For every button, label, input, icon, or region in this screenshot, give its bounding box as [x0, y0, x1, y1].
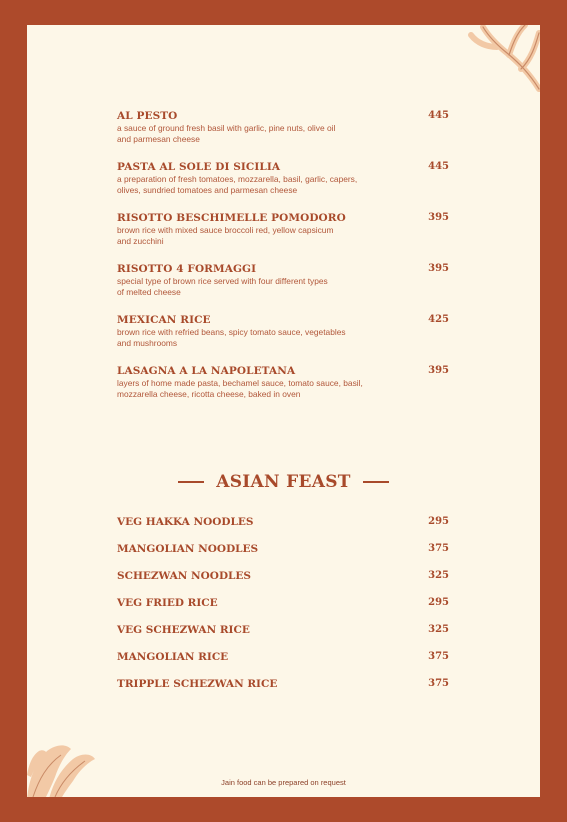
menu-item: [117, 596, 449, 610]
menu-item: [117, 677, 449, 691]
menu-item: [117, 542, 449, 556]
item-description: a preparation of fresh tomatoes, mozzarella, basil, garlic, capers,: [117, 174, 358, 184]
heading-divider: [178, 481, 204, 483]
menu-item: [117, 109, 449, 145]
item-description: brown rice with refried beans, spicy tomato sauce, vegetables: [117, 327, 346, 337]
item-price: 395: [428, 365, 449, 376]
item-description: brown rice with mixed sauce broccoli red, yellow capsicum: [117, 225, 334, 235]
item-name: MEXICAN RICE: [117, 314, 211, 326]
item-name: MANGOLIAN RICE: [117, 651, 229, 663]
item-name: VEG HAKKA NOODLES: [117, 516, 254, 528]
item-price: 375: [428, 543, 449, 554]
item-name: RISOTTO BESCHIMELLE POMODORO: [117, 212, 346, 224]
item-name: PASTA AL SOLE DI SICILIA: [117, 161, 281, 173]
item-name: AL PESTO: [117, 110, 178, 122]
item-description: layers of home made pasta, bechamel sauce, tomato sauce, basil,: [117, 378, 363, 388]
item-description: of melted cheese: [117, 287, 181, 297]
item-price: 425: [428, 314, 449, 325]
section-title: ASIAN FEAST: [216, 472, 351, 492]
item-name: VEG SCHEZWAN RICE: [117, 624, 250, 636]
menu-item: [117, 515, 449, 529]
footer-note: Jain food can be prepared on request: [221, 778, 346, 787]
menu-item: [117, 650, 449, 664]
coral-branch-icon: [467, 25, 540, 93]
item-name: MANGOLIAN NOODLES: [117, 543, 259, 555]
item-price: 325: [428, 570, 449, 581]
item-name: LASAGNA A LA NAPOLETANA: [117, 365, 296, 377]
item-price: 295: [428, 597, 449, 608]
menu-item: [117, 160, 449, 196]
menu-item: [117, 262, 449, 298]
item-price: 325: [428, 624, 449, 635]
menu-item: [117, 364, 449, 400]
item-price: 445: [428, 161, 449, 172]
item-name: VEG FRIED RICE: [117, 597, 218, 609]
menu-item: [117, 569, 449, 583]
item-price: 375: [428, 678, 449, 689]
item-description: and parmesan cheese: [117, 134, 200, 144]
section-heading: [27, 470, 540, 494]
item-price: 295: [428, 516, 449, 527]
item-description: and mushrooms: [117, 338, 178, 348]
heading-divider: [363, 481, 389, 483]
item-description: a sauce of ground fresh basil with garlic, pine nuts, olive oil: [117, 123, 336, 133]
item-price: 395: [428, 263, 449, 274]
item-description: mozzarella cheese, ricotta cheese, baked in oven: [117, 389, 301, 399]
item-description: olives, sundried tomatoes and parmesan cheese: [117, 185, 298, 195]
item-description: special type of brown rice served with four different types: [117, 276, 328, 286]
item-name: RISOTTO 4 FORMAGGI: [117, 263, 257, 275]
menu-item: [117, 211, 449, 247]
menu-item: [117, 623, 449, 637]
menu-page: [27, 25, 540, 797]
item-description: and zucchini: [117, 236, 164, 246]
item-name: TRIPPLE SCHEZWAN RICE: [117, 678, 278, 690]
item-name: SCHEZWAN NOODLES: [117, 570, 252, 582]
menu-item: [117, 313, 449, 349]
item-price: 375: [428, 651, 449, 662]
item-price: 445: [428, 110, 449, 121]
item-price: 395: [428, 212, 449, 223]
